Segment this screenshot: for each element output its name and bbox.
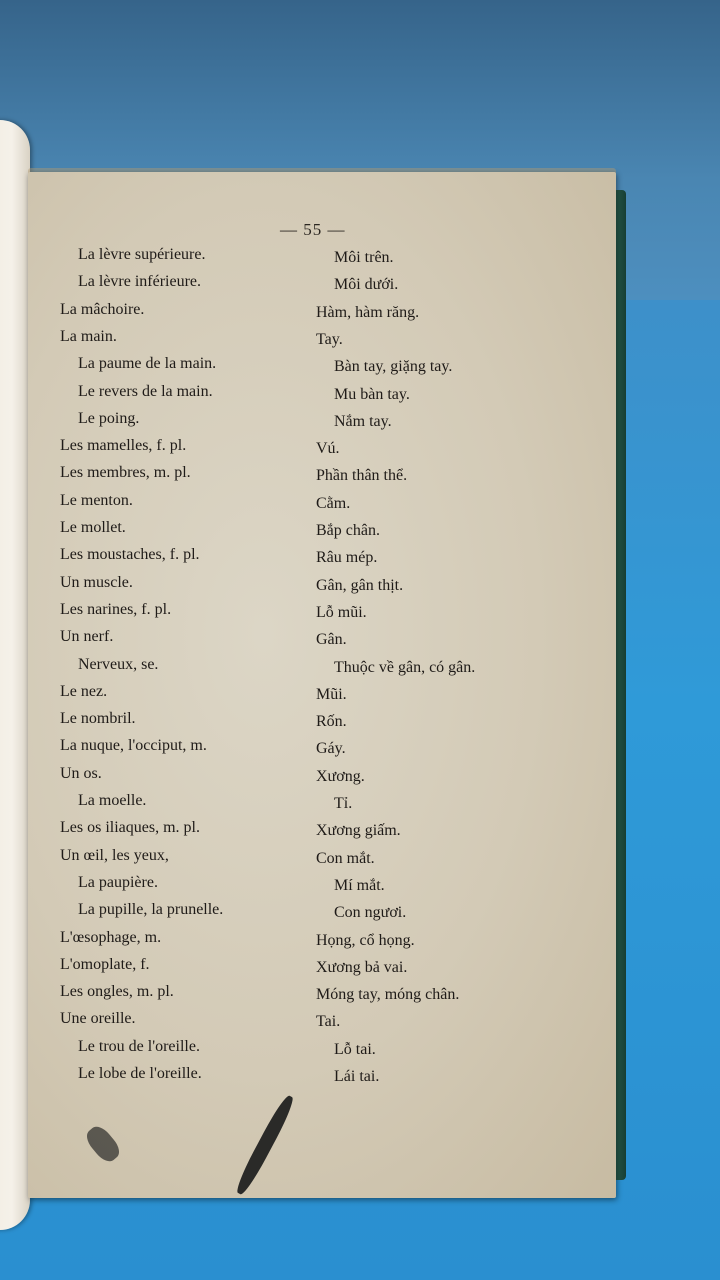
french-term: La paume de la main. [78, 355, 217, 372]
left-page-edge [0, 120, 30, 1230]
vietnamese-term: Hàm, hàm răng. [316, 304, 420, 321]
vietnamese-term: Xương giấm. [316, 822, 401, 839]
vietnamese-term: Lỗ mũi. [316, 604, 367, 621]
french-term: Le poing. [78, 410, 140, 427]
vietnamese-term: Bắp chân. [316, 522, 380, 539]
french-term: Un œil, les yeux, [60, 847, 169, 864]
french-term: Un nerf. [60, 628, 114, 645]
french-term: La lèvre supérieure. [78, 246, 206, 263]
french-term: Un os. [60, 765, 102, 782]
vietnamese-term: Tai. [316, 1013, 341, 1030]
french-term: Un muscle. [60, 574, 133, 591]
french-term: Le nez. [60, 683, 108, 700]
vietnamese-term: Râu mép. [316, 549, 378, 566]
vietnamese-term: Gân. [316, 631, 347, 648]
french-term: L'œsophage, m. [60, 929, 162, 946]
vietnamese-term: Xương bả vai. [316, 959, 408, 976]
french-term: Les moustaches, f. pl. [60, 546, 200, 563]
french-term: Le menton. [60, 492, 133, 509]
vietnamese-term: Cằm. [316, 495, 351, 512]
french-term: La lèvre inférieure. [78, 273, 202, 290]
french-term: Les os iliaques, m. pl. [60, 819, 200, 836]
french-term: La paupière. [78, 874, 158, 891]
vietnamese-term: Mí mắt. [334, 877, 385, 894]
vietnamese-term: Môi trên. [334, 249, 394, 266]
french-term: Le trou de l'oreille. [78, 1038, 200, 1055]
vietnamese-term: Phần thân thể. [316, 467, 408, 484]
vietnamese-term: Lỗ tai. [334, 1041, 376, 1058]
vietnamese-term: Gân, gân thịt. [316, 577, 404, 594]
vietnamese-term: Tay. [316, 331, 343, 348]
vietnamese-term: Tỉ. [334, 795, 353, 812]
french-term: Les mamelles, f. pl. [60, 437, 187, 454]
french-term: Le mollet. [60, 519, 126, 536]
french-term: Les narines, f. pl. [60, 601, 172, 618]
french-term: La nuque, l'occiput, m. [60, 737, 207, 754]
french-term: Les membres, m. pl. [60, 464, 191, 481]
vietnamese-term: Con mắt. [316, 850, 375, 867]
vietnamese-term: Bàn tay, giặng tay. [334, 358, 453, 375]
vietnamese-term: Mũi. [316, 686, 347, 703]
vietnamese-term: Rốn. [316, 713, 347, 730]
vietnamese-term: Lái tai. [334, 1068, 380, 1085]
vietnamese-term: Xương. [316, 768, 365, 785]
french-term: La mâchoire. [60, 301, 145, 318]
french-term: Les ongles, m. pl. [60, 983, 174, 1000]
vietnamese-term: Môi dưới. [334, 276, 399, 293]
vietnamese-term: Họng, cổ họng. [316, 932, 415, 949]
french-term: Le nombril. [60, 710, 136, 727]
french-term: La main. [60, 328, 117, 345]
page-number: — 55 — [280, 220, 346, 239]
vietnamese-term: Thuộc về gân, có gân. [334, 659, 476, 676]
vietnamese-term: Vú. [316, 440, 340, 457]
french-term: Le lobe de l'oreille. [78, 1065, 202, 1082]
french-term: L'omoplate, f. [60, 956, 150, 973]
french-term: Le revers de la main. [78, 383, 213, 400]
vietnamese-term: Gáy. [316, 740, 346, 757]
vietnamese-term: Nắm tay. [334, 413, 392, 430]
vietnamese-term: Móng tay, móng chân. [316, 986, 460, 1003]
french-term: Une oreille. [60, 1010, 136, 1027]
french-term: La pupille, la prunelle. [78, 901, 224, 918]
french-term: La moelle. [78, 792, 147, 809]
french-term: Nerveux, se. [78, 656, 159, 673]
vietnamese-term: Mu bàn tay. [334, 386, 410, 403]
vietnamese-term: Con ngươi. [334, 904, 407, 921]
